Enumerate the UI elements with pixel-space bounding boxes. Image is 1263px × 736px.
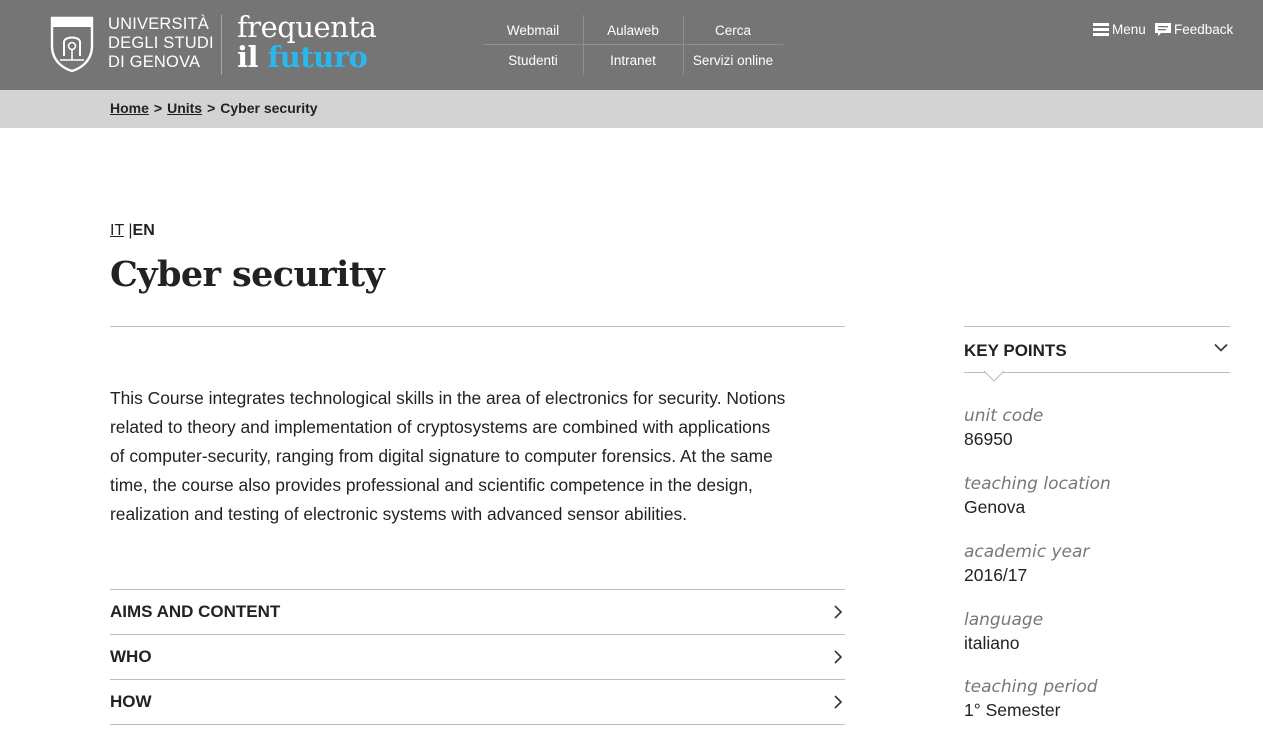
description-line: of computer-security, ranging from digital signature to computer forensics. At the same [110,446,773,466]
accordion-how[interactable] [110,679,845,725]
menu-button[interactable] [1093,22,1146,37]
fact-language [964,609,1230,655]
chevron-right-icon [833,604,843,620]
description-line: time, the course also provides professional and scientific competence in the design, [110,475,753,495]
fact-value: 2016/17 [964,565,1028,585]
fact-value: Genova [964,497,1026,517]
nav-aulaweb-link[interactable]: Aulaweb [607,22,659,38]
language-switcher [110,222,155,240]
nav-servizi-online-link[interactable]: Servizi online [692,52,774,68]
chevron-right-icon [833,694,843,710]
lang-en-current: EN [132,222,155,239]
fact-value: 1° Semester [964,700,1061,720]
nav-cerca-link[interactable]: Cerca [714,22,751,38]
nav-webmail-link[interactable]: Webmail [506,22,560,38]
university-shield-logo-icon[interactable] [50,16,94,72]
fact-label: teaching location [964,474,1111,494]
tagline-line1: frequenta [237,10,377,44]
lang-it-link[interactable]: IT [110,222,124,239]
nav-studenti-link[interactable]: Studenti [508,52,558,68]
accordion-who[interactable] [110,634,845,679]
fact-value: 86950 [964,429,1013,449]
fact-label: language [964,610,1044,630]
description-line: related to theory and implementation of cryptosystems are combined with applications [110,417,771,437]
description-line: realization and testing of electronic systems with advanced sensor abilities. [110,504,688,524]
description-line: This Course integrates technological skills in the area of electronics for security. Notions [110,388,786,408]
tagline-il: il [237,40,259,74]
chevron-right-icon [833,649,843,665]
breadcrumb-separator: > [207,100,216,116]
feedback-button[interactable] [1155,22,1233,37]
menu-label: Menu [1112,22,1146,37]
breadcrumb-bar [0,90,1263,128]
nav-intranet-link[interactable]: Intranet [610,52,656,68]
university-name-line: UNIVERSITÀ [108,15,210,33]
title-divider [110,326,845,327]
speech-bubble-icon [1155,23,1171,37]
fact-academic-year [964,541,1230,587]
key-points-title: KEY POINTS [964,341,1067,360]
breadcrumb [110,100,318,116]
accordion-label: WHO [110,647,152,666]
page-title: Cyber security [110,254,385,295]
breadcrumb-units-link[interactable]: Units [167,100,203,116]
university-name-line: DI GENOVA [108,53,201,71]
feedback-label: Feedback [1174,22,1234,37]
fact-teaching-location [964,473,1230,519]
accordion-label: AIMS AND CONTENT [110,602,281,621]
key-points-toggle[interactable] [964,326,1230,373]
breadcrumb-current: Cyber security [220,100,318,116]
breadcrumb-separator: > [153,100,163,116]
tagline-line2 [237,42,376,72]
tagline-logo[interactable] [237,12,376,72]
course-description [110,384,840,529]
chevron-down-icon [1214,343,1228,352]
lang-separator: | [128,222,133,239]
fact-label: teaching period [964,677,1098,697]
logo-divider [221,15,222,75]
caret-notch-icon [984,371,1004,382]
top-header [0,0,1263,90]
fact-unit-code [964,405,1230,451]
accordion-label: HOW [110,692,152,711]
university-name[interactable] [108,15,214,72]
fact-label: unit code [964,406,1044,426]
top-navigation [483,15,783,75]
hamburger-menu-icon [1093,23,1109,36]
tagline-futuro: futuro [267,40,368,74]
fact-value: italiano [964,633,1020,653]
breadcrumb-home-link[interactable]: Home [110,100,149,116]
accordion-aims-and-content[interactable] [110,589,845,634]
fact-teaching-period [964,676,1230,722]
fact-label: academic year [964,542,1090,562]
university-name-line: DEGLI STUDI [108,34,214,52]
